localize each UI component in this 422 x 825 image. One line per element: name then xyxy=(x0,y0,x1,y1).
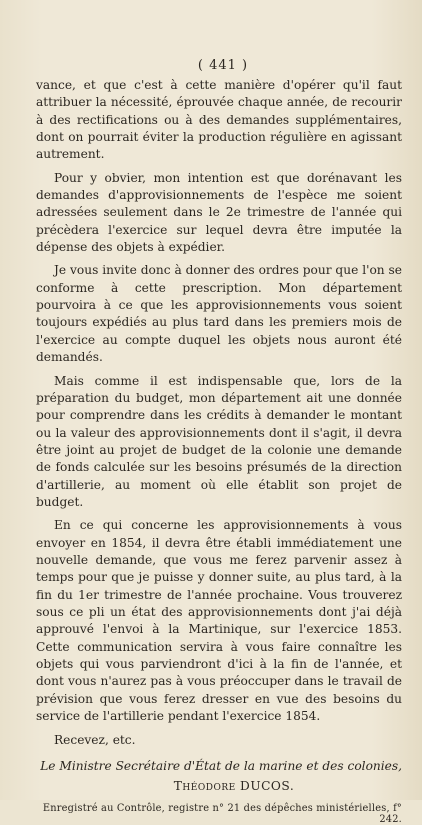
registration-note: Enregistré au Contrôle, registre n° 21 des dépêches ministérielles, f° 242. xyxy=(42,803,402,825)
signature-last-name: DUCOS. xyxy=(240,779,295,794)
paragraph-4: Mais comme il est indispensable que, lors de la préparation du budget, mon département ait une donnée pour comprendre dans les crédits à demander le montant ou la valeur des approvisionnements dont il s'agit, il devra être joint au projet de budget de la colonie une demande de fonds calculée sur les besoins présumés de la direction d'artillerie, au moment où elle établit son projet de budget. xyxy=(36,373,402,509)
closing-formula: Recevez, etc. xyxy=(54,733,136,748)
paragraph-3: Je vous invite donc à donner des ordres pour que l'on se conforme à cette prescription. Mon département pourvoira à ce que les approvisionnements vous soient toujours expédiés au plus tard dans les premiers mois de l'exercice au compte duquel les objets nous auront été demandés. xyxy=(36,263,402,365)
page-number: ( 441 ) xyxy=(197,58,249,73)
paragraph-5: En ce qui concerne les approvisionnements à vous envoyer en 1854, il devra être établi immédiatement une nouvelle demande, que vous me ferez parvenir assez à temps pour que je puisse y donner suite, au plus tard, à la fin du 1er trimestre de l'année prochaine. Vous trouverez sous ce pli un état des approvisionnements dont j'ai déjà approuvé l'envoi à la Martinique, sur l'exercice 1853. Cette communication servira à vous faire connaître les objets qui vous parviendront d'ici à la fin de l'année, et dont vous n'aurez pas à vous préoccuper dans le travail de prévision que vous ferez dresser en vue des besoins du service de l'artillerie pendant l'exercice 1854. xyxy=(36,518,402,724)
signature-title: Le Ministre Secrétaire d'État de la marine et des colonies, xyxy=(40,759,402,774)
signature-name xyxy=(66,779,402,793)
paragraph-2: Pour y obvier, mon intention est que dorénavant les demandes d'approvisionnements de l'espèce me soient adressées seulement dans le 2e trimestre de l'année qui précèdera l'exercice sur lequel devra être imputée la dépense des objets à expédier. xyxy=(36,170,402,255)
signature-first-name: Théodore xyxy=(173,779,236,794)
paragraph-1: vance, et que c'est à cette manière d'opérer qu'il faut attribuer la nécessité, éprouvée chaque année, de recourir à des rectifications ou à des demandes supplémentaires, dont on pourrait éviter la production régulière en agissant autrement. xyxy=(36,78,402,162)
